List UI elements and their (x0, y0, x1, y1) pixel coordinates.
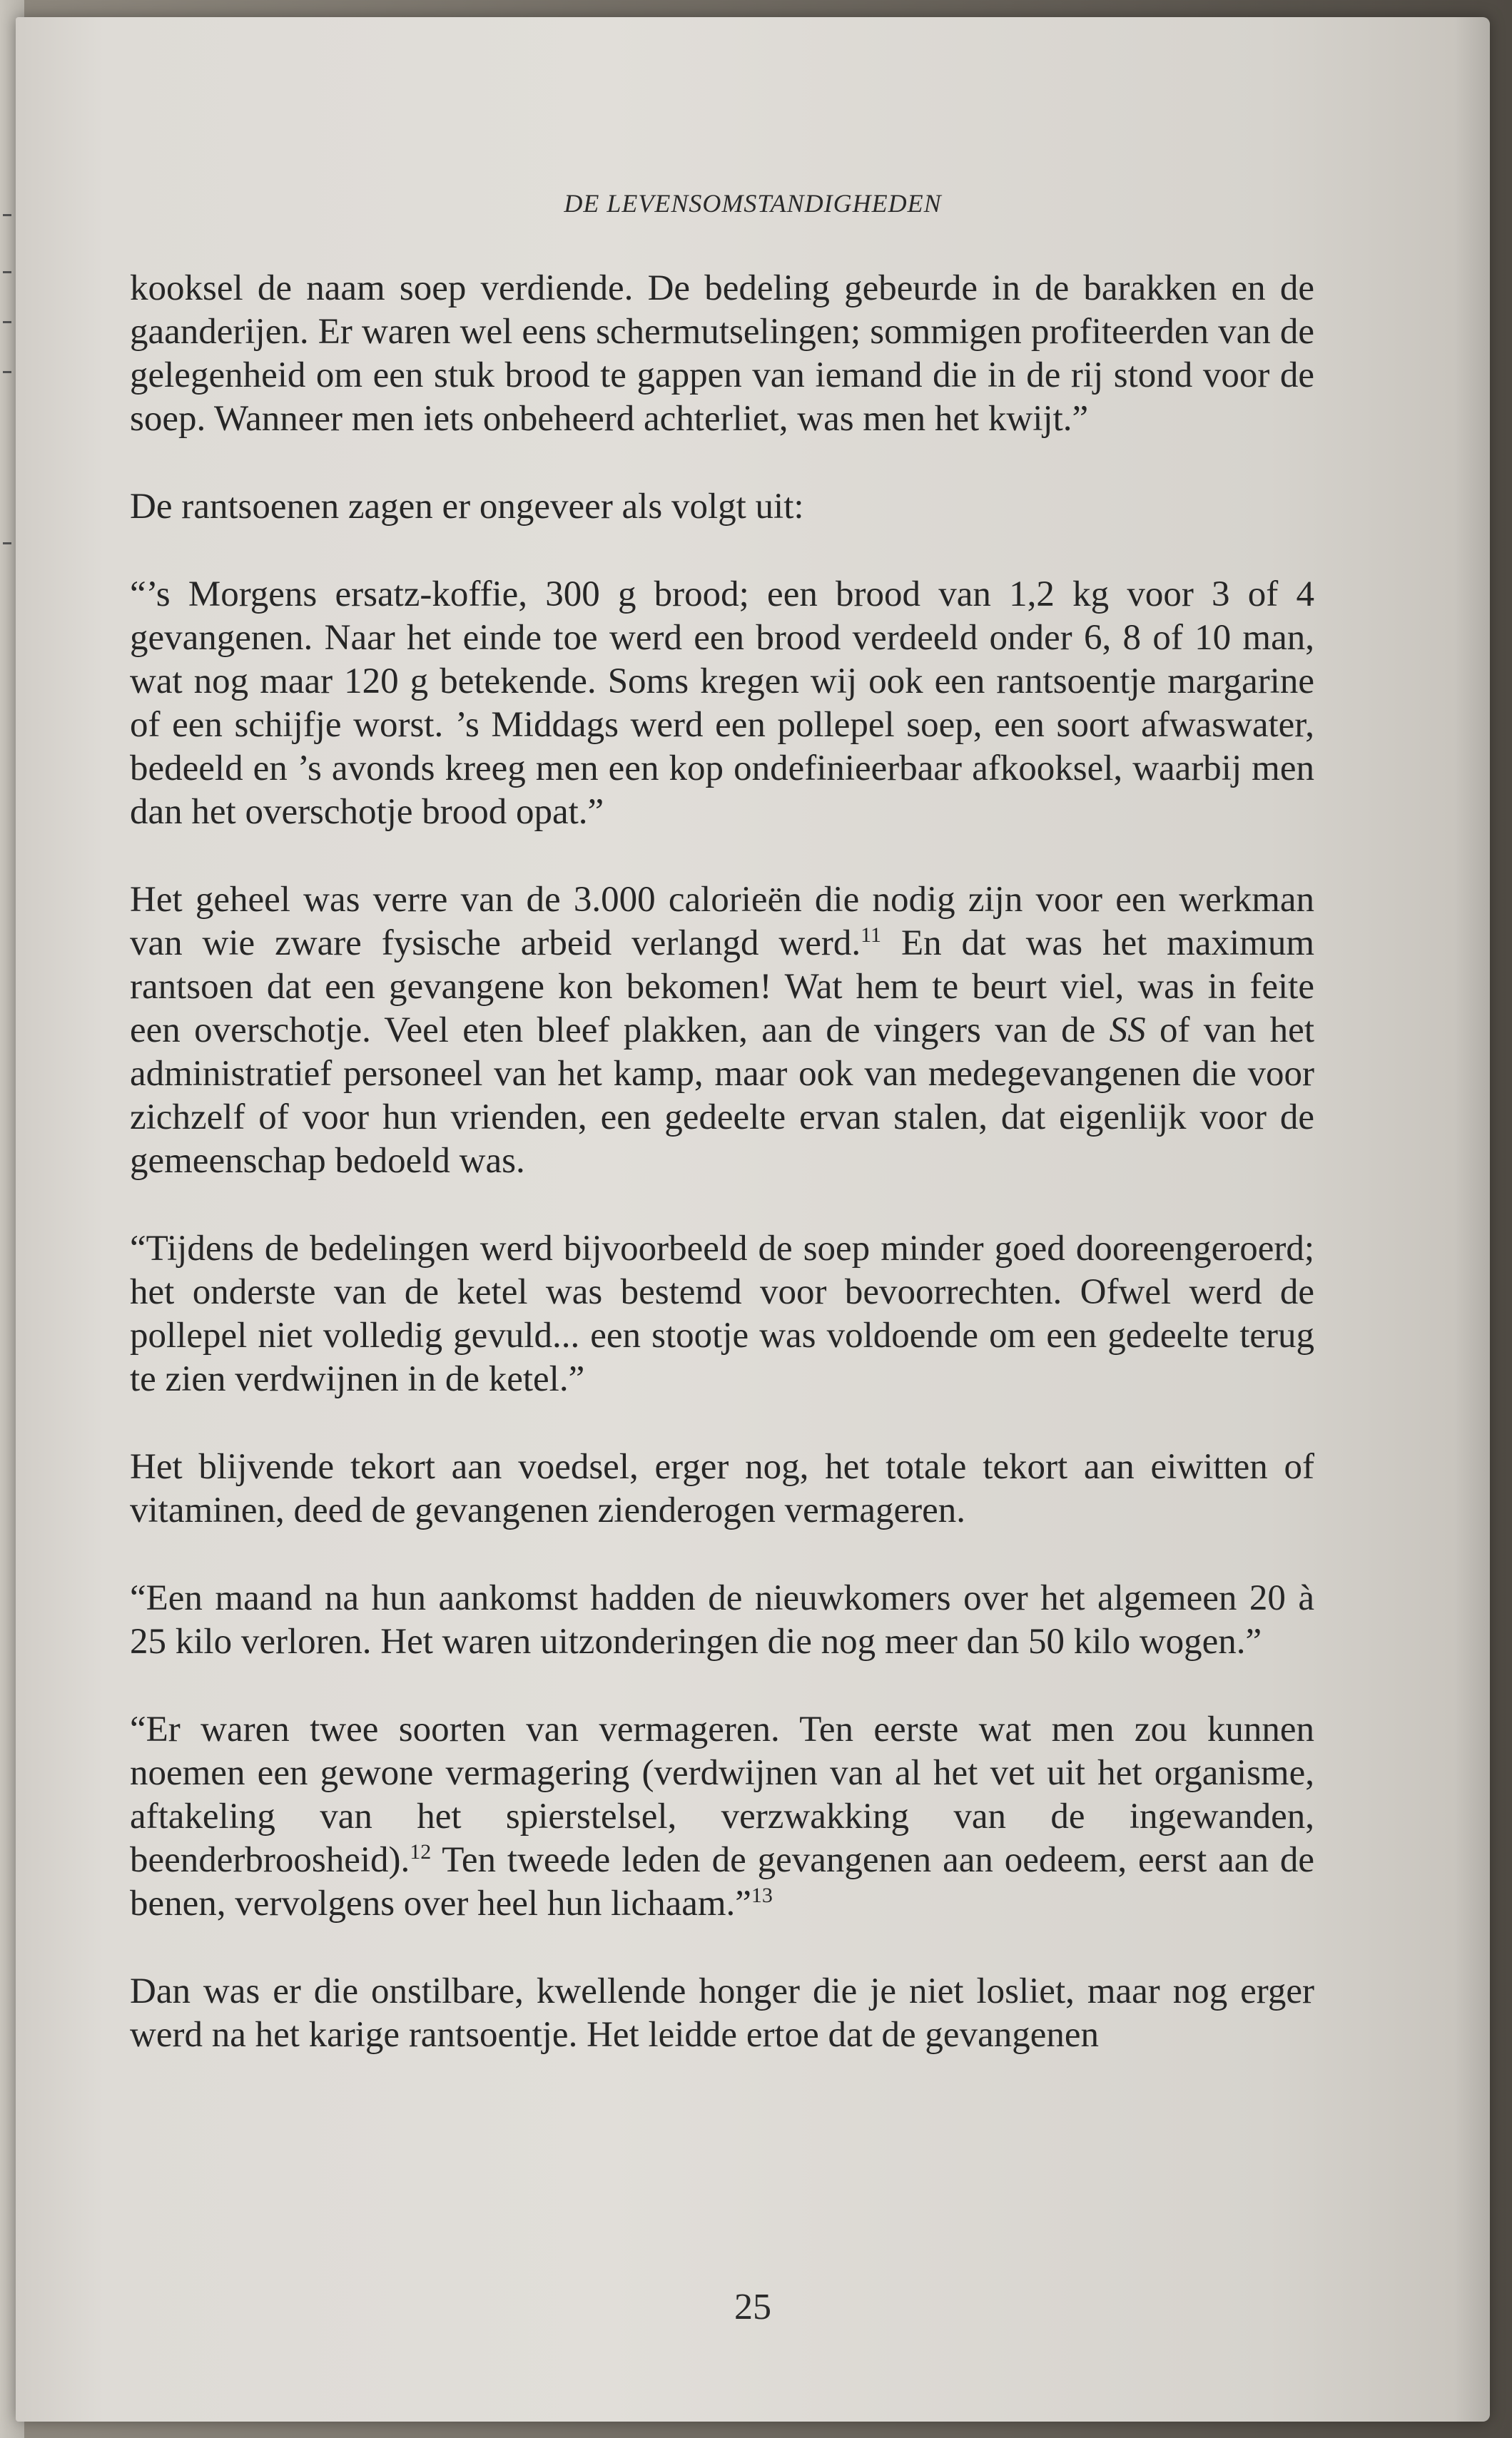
page-shadow (1454, 17, 1490, 2422)
text-run: of van het administratief personeel van het kamp, maar ook van medegevangenen die voor zichzelf of voor hun vrienden, een gedeelte ervan stalen, dat eigenlijk voor de gemeenschap bedoeld was. (130, 1010, 1314, 1181)
text-run: Het geheel was verre van de 3.000 calorieën die nodig zijn voor een werkman van wie zware fysische arbeid verlangd werd. (130, 880, 1314, 963)
paragraph: Het blijvende tekort aan voedsel, erger nog, het totale tekort aan eiwitten of vitaminen, deed de gevangenen zienderogen vermageren. (130, 1447, 1314, 1530)
page-number: 25 (734, 2287, 771, 2327)
body-text (130, 267, 1314, 2101)
footnote-marker: 11 (861, 923, 882, 947)
paragraph: De rantsoenen zagen er ongeveer als volgt uit: (130, 487, 804, 527)
paragraph: “Tijdens de bedelingen werd bijvoorbeeld de soep minder goed dooreengeroerd; het onderste van de ketel was bestemd voor bevoorrechten. Ofwel werd de pollepel niet volledig gevuld... een stootje was voldoende om een gedeelte terug te zien verdwijnen in de ketel.” (130, 1229, 1314, 1399)
paragraph (130, 1708, 1314, 1926)
edge-mark (3, 214, 11, 216)
paragraph: kooksel de naam soep verdiende. De bedeling gebeurde in de barakken en de gaanderijen. Er waren wel eens schermutselingen; sommigen profiteerden van de gelegenheid om een stuk brood te gappen van iemand die in de rij stond voor de soep. Wanneer men iets onbeheerd achterliet, was men het kwijt.” (130, 268, 1314, 439)
paragraph: “’s Morgens ersatz-koffie, 300 g brood; een brood van 1,2 kg voor 3 of 4 gevangenen. Naar het einde toe werd een brood verdeeld onder 6, 8 of 10 man, wat nog maar 120 g betekende. Soms kregen wij ook een rantsoentje margarine of een schijfje worst. ’s Middags werd een pollepel soep, een soort afwaswater, bedeeld en ’s avonds kreeg men een kop ondefinieerbaar afkooksel, waarbij men dan het overschotje brood opat.” (130, 574, 1314, 832)
footnote-marker: 13 (751, 1884, 773, 1907)
text-run: “Er waren twee soorten van vermageren. Ten eerste wat men zou kunnen noemen een gewone vermagering (verdwijnen van al het vet uit het organisme, aftakeling van het spierstelsel, verzwakking van de ingewanden, beenderbroosheid). (130, 1710, 1314, 1880)
paragraph: Dan was er die onstilbare, kwellende honger die je niet losliet, maar nog erger werd na het karige rantsoentje. Het leidde ertoe dat de gevangenen (130, 1971, 1314, 2055)
paragraph: “Een maand na hun aankomst hadden de nieuwkomers over het algemeen 20 à 25 kilo verloren. Het waren uitzonderingen die nog meer dan 50 kilo wogen.” (130, 1578, 1314, 1662)
italic-abbreviation: SS (1109, 1010, 1146, 1050)
text-run: En dat was het maximum rantsoen dat een gevangene kon bekomen! Wat hem te beurt viel, was in feite een overschotje. Veel eten bleef plakken, aan de vingers van de (130, 923, 1314, 1050)
edge-mark (3, 371, 11, 373)
edge-mark (3, 321, 11, 323)
paragraph (130, 878, 1314, 1183)
running-head: DE LEVENSOMSTANDIGHEDEN (564, 189, 942, 218)
edge-mark (3, 542, 11, 544)
edge-mark (3, 271, 11, 273)
text-run: Ten tweede leden de gevangenen aan oedeem, eerst aan de benen, vervolgens over heel hun lichaam.” (130, 1840, 1314, 1924)
footnote-marker: 12 (410, 1840, 432, 1864)
book-page (16, 17, 1490, 2422)
